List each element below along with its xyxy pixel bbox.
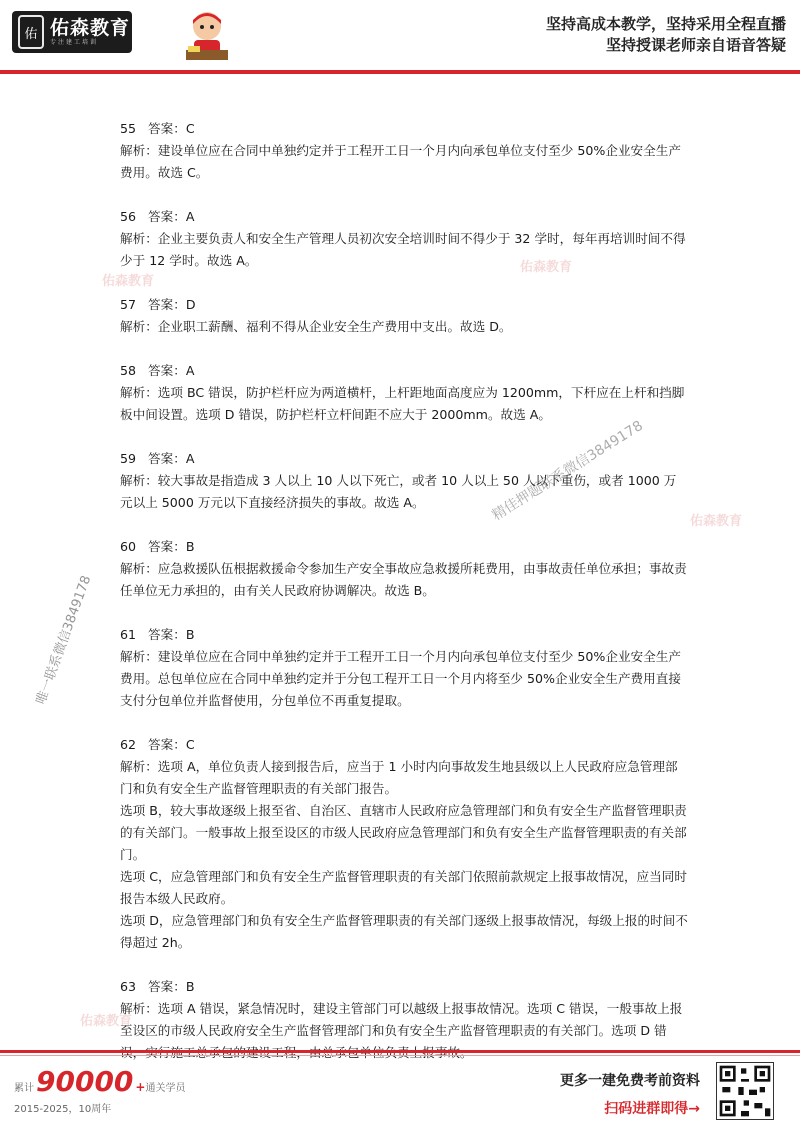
answer-heading (120, 294, 688, 316)
cumulative-label: 累计 (14, 1083, 34, 1094)
answer-heading (120, 448, 688, 470)
slogan-line-2: 坚持授课老师亲自语音答疑 (605, 36, 786, 54)
student-count: 90000 (36, 1065, 134, 1098)
cta-line-1: 更多一建免费考前资料 (560, 1073, 700, 1089)
watermark-diagonal-text: 精佳押题联系微信3849178 (489, 417, 646, 524)
question-number: 57 (120, 297, 137, 312)
analysis-text: 选项 D，应急管理部门和负有安全生产监督管理职责的有关部门逐级上报事故情况，每级上报的时间不得超过 2h。 (120, 913, 688, 950)
question-number: 61 (120, 627, 137, 642)
question-number: 60 (120, 539, 137, 554)
passed-label: 通关学员 (145, 1083, 186, 1094)
question-number: 56 (120, 209, 137, 224)
qa-item (120, 448, 688, 514)
years-label: 2015-2025，10周年 (14, 1104, 112, 1115)
answer-heading (120, 360, 688, 382)
logo-subtitle: 专注建工培训 (50, 39, 99, 46)
answer-heading (120, 734, 688, 756)
analysis-text: 解析：应急救援队伍根据救援命令参加生产安全事故应急救援所耗费用，由事故责任单位承担；事故责任单位无力承担的，由有关人民政府协调解决。故选 B。 (120, 561, 687, 598)
answer-heading (120, 624, 688, 646)
analysis-text: 解析：选项 A 错误，紧急情况时，建设主管部门可以越级上报事故情况。选项 C 错误，一般事故上报至设区的市级人民政府安全生产监督管理部门和负有安全生产监督管理职责的有关部门。选项 D 错 (120, 1001, 683, 1038)
answer-list (120, 118, 688, 1086)
qa-item (120, 294, 688, 338)
logo-name: 佑森教育 (50, 17, 131, 39)
footer-divider (0, 1050, 800, 1053)
brand-logo (12, 11, 132, 53)
answer-heading (120, 206, 688, 228)
mascot-icon (178, 6, 236, 64)
question-number: 55 (120, 121, 137, 136)
analysis-text: 解析：企业职工薪酬、福利不得从企业安全生产费用中支出。故选 D。 (120, 319, 512, 334)
qa-item (120, 734, 688, 954)
analysis-text: 解析：选项 A，单位负责人接到报告后，应当于 1 小时内向事故发生地县级以上人民政府应急管理部门和负有安全生产监督管理职责的有关部门报告。 (120, 759, 678, 796)
stats-badge (14, 1065, 185, 1115)
qa-item (120, 206, 688, 272)
slogan-line-1: 坚持高成本教学，坚持采用全程直播 (545, 15, 786, 33)
footer-divider-thin (0, 1055, 800, 1056)
qr-code-icon[interactable] (716, 1062, 774, 1120)
answer-heading (120, 536, 688, 558)
answer-label: 答案：D (148, 297, 196, 312)
answer-label: 答案：C (148, 121, 195, 136)
analysis-text: 选项 B，较大事故逐级上报至省、自治区、直辖市人民政府应急管理部门和负有安全生产监督管理职责的有关部门。一般事故上报至设区的市级人民政府应急管理部门和负有安全生产监督管理职责的有关部门。 (120, 803, 687, 862)
analysis-text: 解析：选项 BC 错误，防护栏杆应为两道横杆，上杆距地面高度应为 1200mm，下杆应在上杆和挡脚板中间设置。选项 D 错误，防护栏杆立杆间距不应大于 2000mm。故选 A。 (120, 385, 685, 422)
plus-sign: + (135, 1080, 146, 1094)
cta-line-2[interactable]: 扫码进群即得→ (604, 1101, 700, 1117)
question-number: 62 (120, 737, 137, 752)
question-number: 58 (120, 363, 137, 378)
analysis-text: 解析：建设单位应在合同中单独约定并于工程开工日一个月内向承包单位支付至少 50%企业安全生产费用。总包单位应在合同中单独约定并于分包工程开工日一个月内将至少 50%企业安全生产费用直接支付分包单位并监督使用，分包单位不再重复提取。 (120, 649, 681, 708)
header-divider (0, 70, 800, 74)
answer-label: 答案：A (148, 209, 195, 224)
answer-label: 答案：A (148, 363, 195, 378)
logo-seal: 佑 (18, 15, 44, 49)
qa-item (120, 536, 688, 602)
analysis-text: 解析：建设单位应在合同中单独约定并于工程开工日一个月内向承包单位支付至少 50%企业安全生产费用。故选 C。 (120, 143, 681, 180)
analysis-text: 解析：企业主要负责人和安全生产管理人员初次安全培训时间不得少于 32 学时，每年再培训时间不得少于 12 学时。故选 A。 (120, 231, 686, 268)
footer-cta (560, 1070, 700, 1118)
answer-label: 答案：B (148, 627, 195, 642)
analysis-text: 选项 C，应急管理部门和负有安全生产监督管理职责的有关部门依照前款规定上报事故情况，应当同时报告本级人民政府。 (120, 869, 687, 906)
watermark-logo: 佑森教育 (80, 1014, 133, 1029)
header-slogan (546, 14, 786, 56)
answer-label: 答案：B (148, 979, 195, 994)
answer-heading (120, 976, 688, 998)
answer-label: 答案：A (148, 451, 195, 466)
watermark-logo: 佑森教育 (520, 260, 573, 275)
answer-heading (120, 118, 688, 140)
answer-label: 答案：C (148, 737, 195, 752)
qa-item (120, 360, 688, 426)
question-number: 63 (120, 979, 137, 994)
question-number: 59 (120, 451, 137, 466)
answer-label: 答案：B (148, 539, 195, 554)
qa-item (120, 118, 688, 184)
watermark-logo: 佑森教育 (102, 274, 155, 289)
qa-item (120, 624, 688, 712)
watermark-logo: 佑森教育 (690, 514, 743, 529)
page-header (0, 0, 800, 74)
watermark-side-text: 唯一联系微信3849178 (33, 573, 95, 707)
analysis-text: 解析：较大事故是指造成 3 人以上 10 人以下死亡，或者 10 人以上 50 人以下重伤，或者 1000 万元以上 5000 万元以下直接经济损失的事故。故选 A。 (120, 473, 677, 510)
